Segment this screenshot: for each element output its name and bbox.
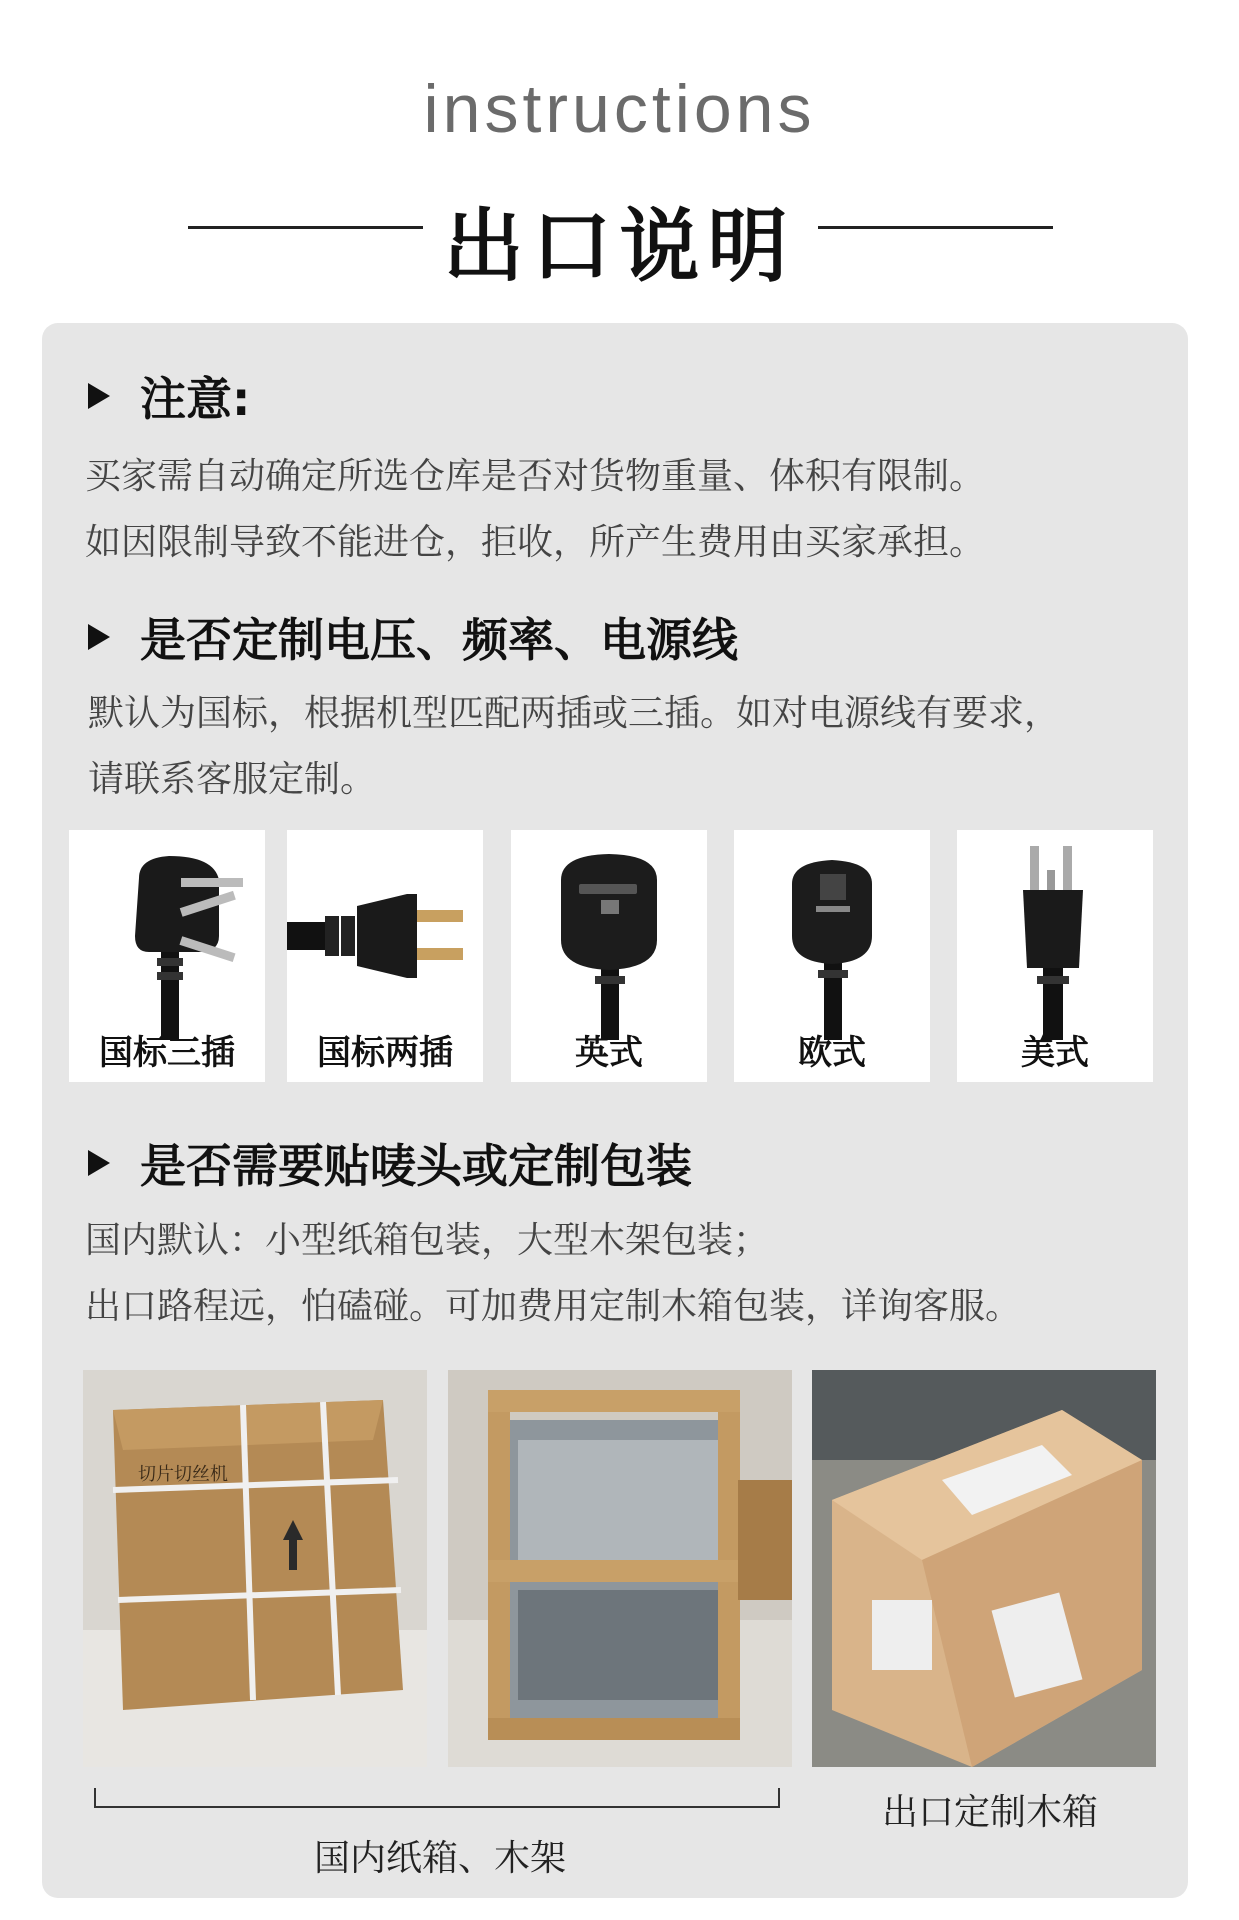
- voltage-paragraph: [88, 681, 1060, 813]
- uk-plug-icon: [511, 840, 707, 1040]
- paragraph-line: 买家需自动确定所选仓库是否对货物重量、体积有限制。: [85, 456, 986, 497]
- paragraph-line: 默认为国标，根据机型匹配两插或三插。如对电源线有要求，: [88, 693, 1061, 734]
- caption-export: 出口定制木箱: [881, 1792, 1098, 1833]
- paragraph-line: 出口路程远，怕磕碰。可加费用定制木箱包装，详询客服。: [85, 1286, 1022, 1327]
- triangle-bullet-icon: [88, 383, 110, 409]
- notice-paragraph: [85, 444, 985, 576]
- plug-card-uk: [511, 830, 707, 1082]
- cn-3-pin-plug-icon: [69, 840, 265, 1040]
- plug-label: 欧式: [798, 1033, 866, 1073]
- plug-card-cn3: [69, 830, 265, 1082]
- wooden-crate-photo: [812, 1370, 1156, 1767]
- plug-card-cn2: [287, 830, 483, 1082]
- plug-card-eu: [734, 830, 930, 1082]
- section-heading-text: 是否定制电压、频率、电源线: [140, 613, 738, 667]
- paragraph-line: 国内默认：小型纸箱包装，大型木架包装；: [85, 1220, 770, 1261]
- paragraph-line: 如因限制导致不能进仓，拒收，所产生费用由买家承担。: [85, 522, 986, 563]
- us-plug-icon: [957, 840, 1153, 1040]
- caption-domestic: 国内纸箱、木架: [313, 1838, 566, 1879]
- section-heading-voltage: [88, 604, 738, 670]
- carton-box-photo: [83, 1370, 427, 1767]
- title-en: instructions: [423, 71, 816, 147]
- section-heading-text: 注意:: [140, 372, 251, 426]
- plug-label: 国标三插: [99, 1033, 235, 1073]
- triangle-bullet-icon: [88, 624, 110, 650]
- domestic-bracket: [94, 1788, 780, 1808]
- cn-2-pin-plug-icon: [287, 840, 483, 1040]
- eu-plug-icon: [734, 840, 930, 1040]
- triangle-bullet-icon: [88, 1150, 110, 1176]
- plug-label: 国标两插: [317, 1033, 453, 1073]
- title-rule-right: [818, 226, 1053, 229]
- section-heading-text: 是否需要贴唛头或定制包装: [140, 1139, 692, 1193]
- section-heading-notice: [88, 363, 250, 429]
- box-print-text: 切片切丝机: [138, 1464, 228, 1485]
- plug-label: 英式: [575, 1033, 643, 1073]
- plug-label: 美式: [1021, 1033, 1089, 1073]
- wooden-frame-photo: [448, 1370, 792, 1767]
- packaging-paragraph: [85, 1208, 1021, 1340]
- page-title: 出口说明: [443, 200, 796, 293]
- paragraph-line: 请联系客服定制。: [88, 759, 377, 800]
- section-heading-packaging: [88, 1130, 692, 1196]
- plug-card-us: [957, 830, 1153, 1082]
